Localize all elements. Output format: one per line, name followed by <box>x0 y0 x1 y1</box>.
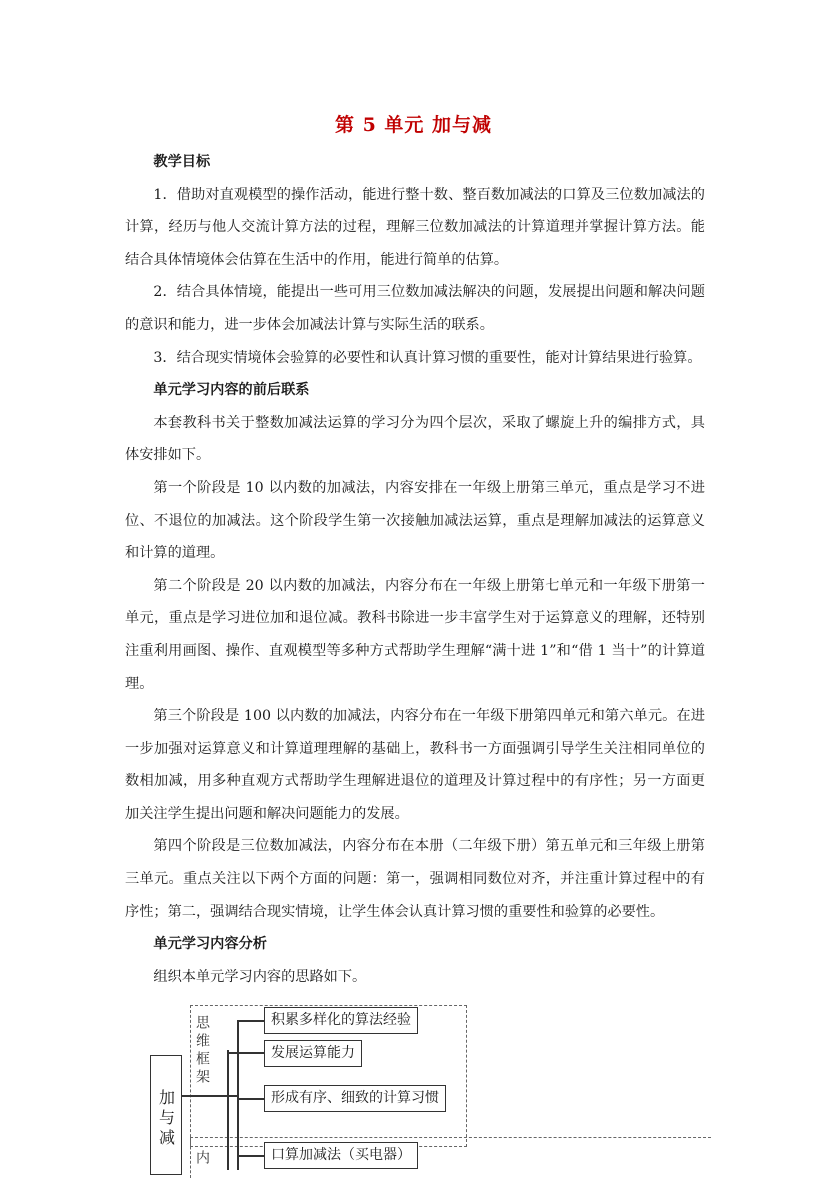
section-heading-analysis: 单元学习内容分析 <box>153 936 267 953</box>
node-algorithm-experience: 积累多样化的算法经验 <box>264 1007 418 1034</box>
paragraph-goal-1: 1．借助对直观模型的操作活动，能进行整十数、整百数加减法的口算及三位数加减法的计算，经历与他人交流计算方法的过程，理解三位数加减法的计算道理并掌握计算方法。能结合具体情境体会估算在生活中的作用，能进行简单的估算。 <box>125 186 705 268</box>
node-mental-arithmetic: 口算加减法（买电器） <box>264 1142 418 1169</box>
group-label-content: 内 <box>194 1150 210 1168</box>
section-heading-goals: 教学目标 <box>153 154 211 170</box>
node-calculation-habit: 形成有序、细致的计算习惯 <box>264 1085 446 1112</box>
connector-node-2 <box>228 1052 264 1054</box>
diagram-root-node: 加与减 <box>150 1055 182 1175</box>
paragraph-stage-3: 第三个阶段是 100 以内数的加减法，内容分布在一年级下册第四单元和第六单元。在进一步加强对运算意义和计算道理理解的基础上，教科书一方面强调引导学生关注相同单位的数相加减，用多种直观方式帮助学生理解进退位的道理及计算过程中的有序性；另一方面更加关注学生提出问题和解决问题能力的发展。 <box>125 708 705 822</box>
paragraph-analysis-intro: 组织本单元学习内容的思路如下。 <box>153 968 367 985</box>
document-body <box>125 146 705 993</box>
section-heading-relation: 单元学习内容的前后联系 <box>153 382 310 399</box>
paragraph-stage-1: 第一个阶段是 10 以内数的加减法，内容安排在一年级上册第三单元，重点是学习不进位、不退位的加减法。这个阶段学生第一次接触加减法运算，重点是理解加减法的运算意义和计算的道理。 <box>125 479 705 562</box>
paragraph-stage-2: 第二个阶段是 20 以内数的加减法，内容分布在一年级上册第七单元和一年级下册第一单元，重点是学习进位加和退位减。教科书除进一步丰富学生对于运算意义的理解，还特别注重利用画图、操作、直观模型等多种方式帮助学生理解“满十进 1”和“借 1 当十”的计算道理。 <box>125 577 705 692</box>
connector-root <box>182 1095 237 1097</box>
connector-node-4 <box>237 1155 264 1157</box>
paragraph-stage-4: 第四个阶段是三位数加减法，内容分布在本册（二年级下册）第五单元和三年级上册第三单元。重点关注以下两个方面的问题：第一，强调相同数位对齐，并注重计算过程中的有序性；第二，强调结合现实情境，让学生体会认真计算习惯的重要性和验算的必要性。 <box>125 838 705 920</box>
paragraph-goal-3: 3．结合现实情境体会验算的必要性和认真计算习惯的重要性，能对计算结果进行验算。 <box>153 349 702 366</box>
paragraph-goal-2: 2．结合具体情境，能提出一些可用三位数加减法解决的问题，发展提出问题和解决问题的意识和能力，进一步体会加减法计算与实际生活的联系。 <box>125 284 705 333</box>
connector-node-1 <box>237 1020 264 1022</box>
connector-node-3 <box>237 1098 264 1100</box>
connector-vertical-2 <box>227 1050 229 1170</box>
group-label-thinking: 思维框架 <box>194 1015 210 1087</box>
paragraph-relation-intro: 本套教科书关于整数加减法运算的学习分为四个层次，采取了螺旋上升的编排方式，具体安排如下。 <box>125 414 705 464</box>
content-structure-diagram <box>140 1000 720 1170</box>
node-operation-ability: 发展运算能力 <box>264 1040 362 1067</box>
page-title: 第 5 单元 加与减 <box>334 114 493 136</box>
connector-vertical-1 <box>237 1020 239 1170</box>
